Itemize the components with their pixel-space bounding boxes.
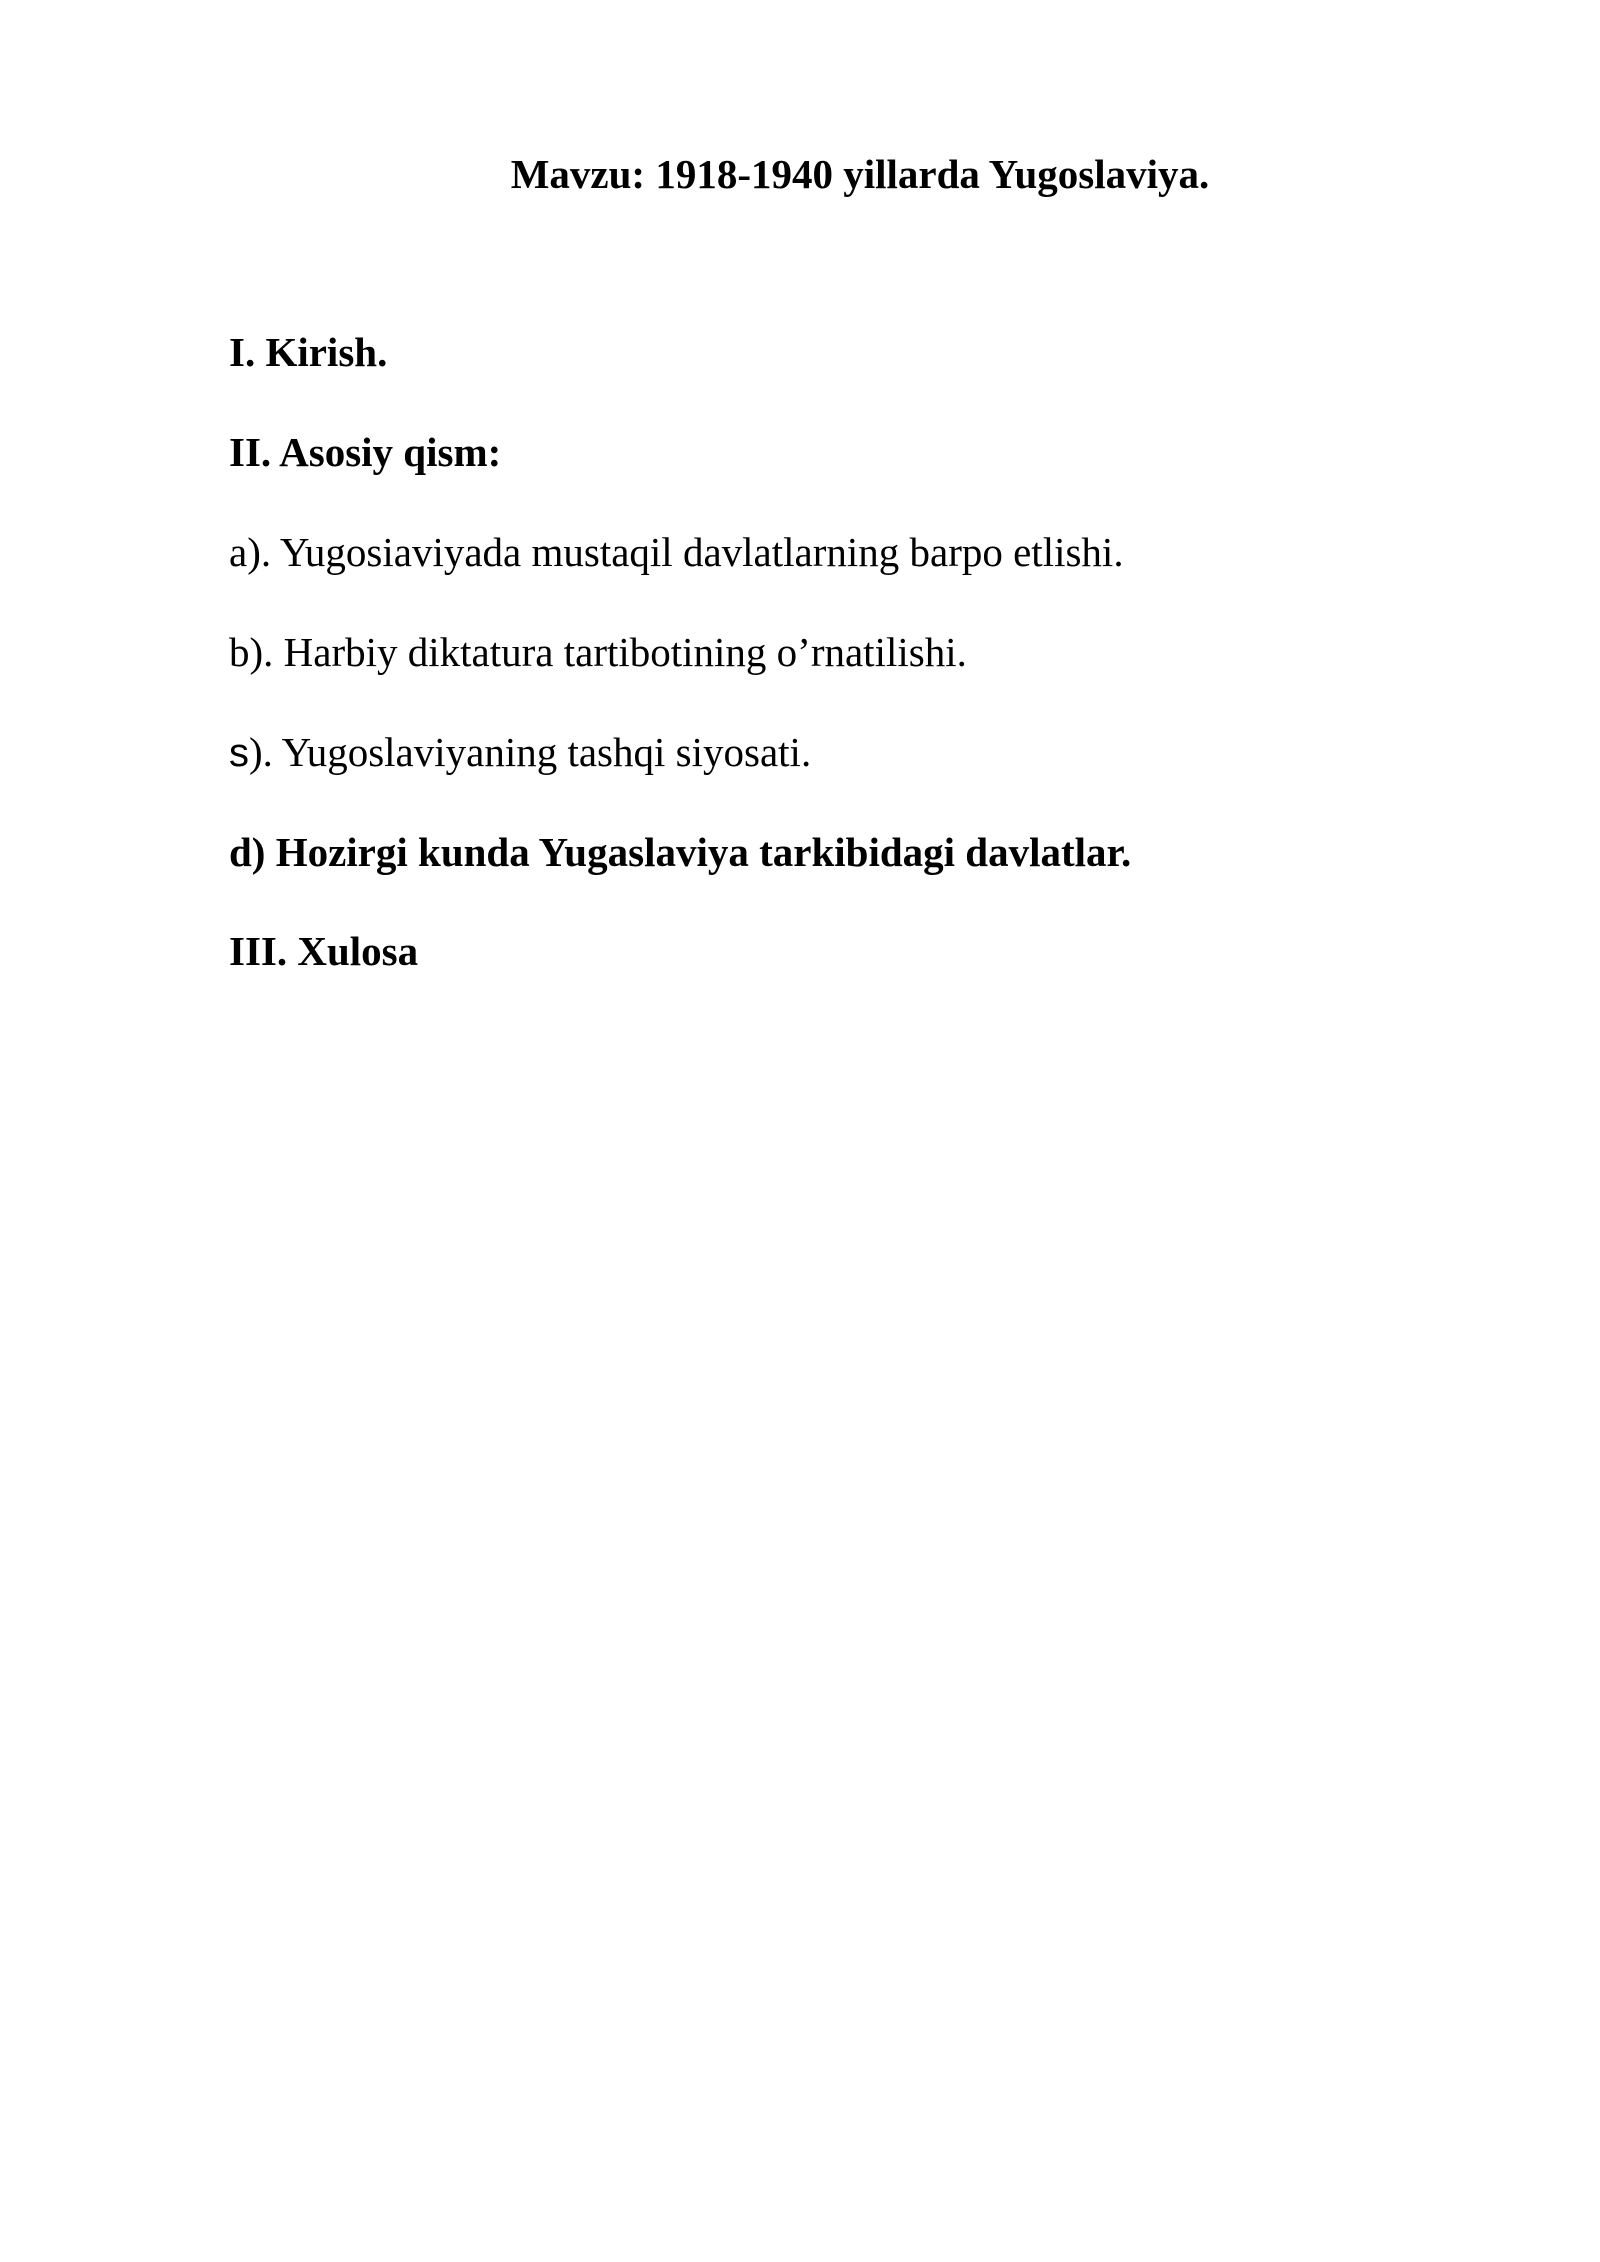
- outline-item-s: [229, 726, 811, 779]
- outline-conclusion: III. Xulosa: [229, 928, 419, 974]
- outline-intro: I. Kirish.: [229, 329, 388, 375]
- outline-item-b: b). Harbiy diktatura tartibotining o’rnatilishi.: [229, 629, 967, 675]
- outline-item-d: d) Hozirgi kunda Yugaslaviya tarkibidagi davlatlar.: [229, 829, 1132, 875]
- outline-item-s-letter: s: [229, 731, 249, 775]
- outline-main-part: II. Asosiy qism:: [229, 429, 502, 475]
- outline-item-a: a). Yugosiaviyada mustaqil davlatlarning barpo etlishi.: [229, 529, 1124, 575]
- document-title: Mavzu: 1918-1940 yillarda Yugoslaviya.: [510, 151, 1210, 197]
- outline-item-s-text: ). Yugoslaviyaning tashqi siyosati.: [249, 729, 812, 775]
